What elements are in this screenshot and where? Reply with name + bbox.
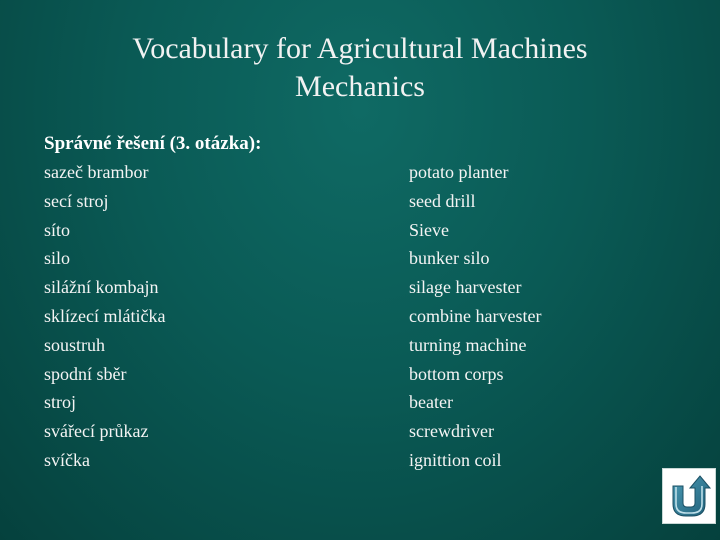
english-term: beater bbox=[409, 392, 453, 413]
vocabulary-row bbox=[44, 417, 604, 446]
english-term: Sieve bbox=[409, 219, 449, 240]
vocabulary-list bbox=[44, 158, 604, 475]
english-term: turning machine bbox=[409, 334, 527, 355]
english-term: potato planter bbox=[409, 162, 509, 182]
slide-title bbox=[60, 30, 660, 106]
return-button[interactable] bbox=[662, 468, 716, 524]
english-term: seed drill bbox=[409, 190, 476, 211]
english-term: bunker silo bbox=[409, 248, 490, 269]
czech-term: sklízecí mlátička bbox=[44, 305, 166, 326]
vocabulary-row bbox=[44, 158, 604, 187]
czech-term: svářecí průkaz bbox=[44, 421, 149, 442]
vocabulary-row bbox=[44, 216, 604, 245]
vocabulary-row bbox=[44, 273, 604, 302]
czech-term: silo bbox=[44, 248, 71, 269]
english-term: combine harvester bbox=[409, 305, 542, 326]
vocabulary-row bbox=[44, 331, 604, 360]
czech-term: sazeč brambor bbox=[44, 162, 149, 182]
english-term: ignittion coil bbox=[409, 449, 502, 470]
czech-term: spodní sběr bbox=[44, 363, 127, 384]
answer-heading: Správné řešení (3. otázka): bbox=[44, 133, 262, 154]
vocabulary-row bbox=[44, 302, 604, 331]
vocabulary-row bbox=[44, 187, 604, 216]
slide-title-line-2: Mechanics bbox=[295, 70, 425, 103]
czech-term: stroj bbox=[44, 392, 77, 413]
vocabulary-row bbox=[44, 388, 604, 417]
vocabulary-row bbox=[44, 446, 604, 475]
czech-term: soustruh bbox=[44, 334, 106, 355]
czech-term: silážní kombajn bbox=[44, 277, 159, 298]
vocabulary-row bbox=[44, 244, 604, 273]
slide-title-line-1: Vocabulary for Agricultural Machines bbox=[132, 32, 588, 65]
english-term: screwdriver bbox=[409, 421, 494, 442]
english-term: silage harvester bbox=[409, 277, 522, 298]
u-turn-arrow-icon bbox=[666, 472, 712, 520]
czech-term: síto bbox=[44, 219, 71, 240]
czech-term: secí stroj bbox=[44, 190, 109, 211]
english-term: bottom corps bbox=[409, 363, 504, 384]
czech-term: svíčka bbox=[44, 449, 90, 470]
vocabulary-row bbox=[44, 360, 604, 389]
